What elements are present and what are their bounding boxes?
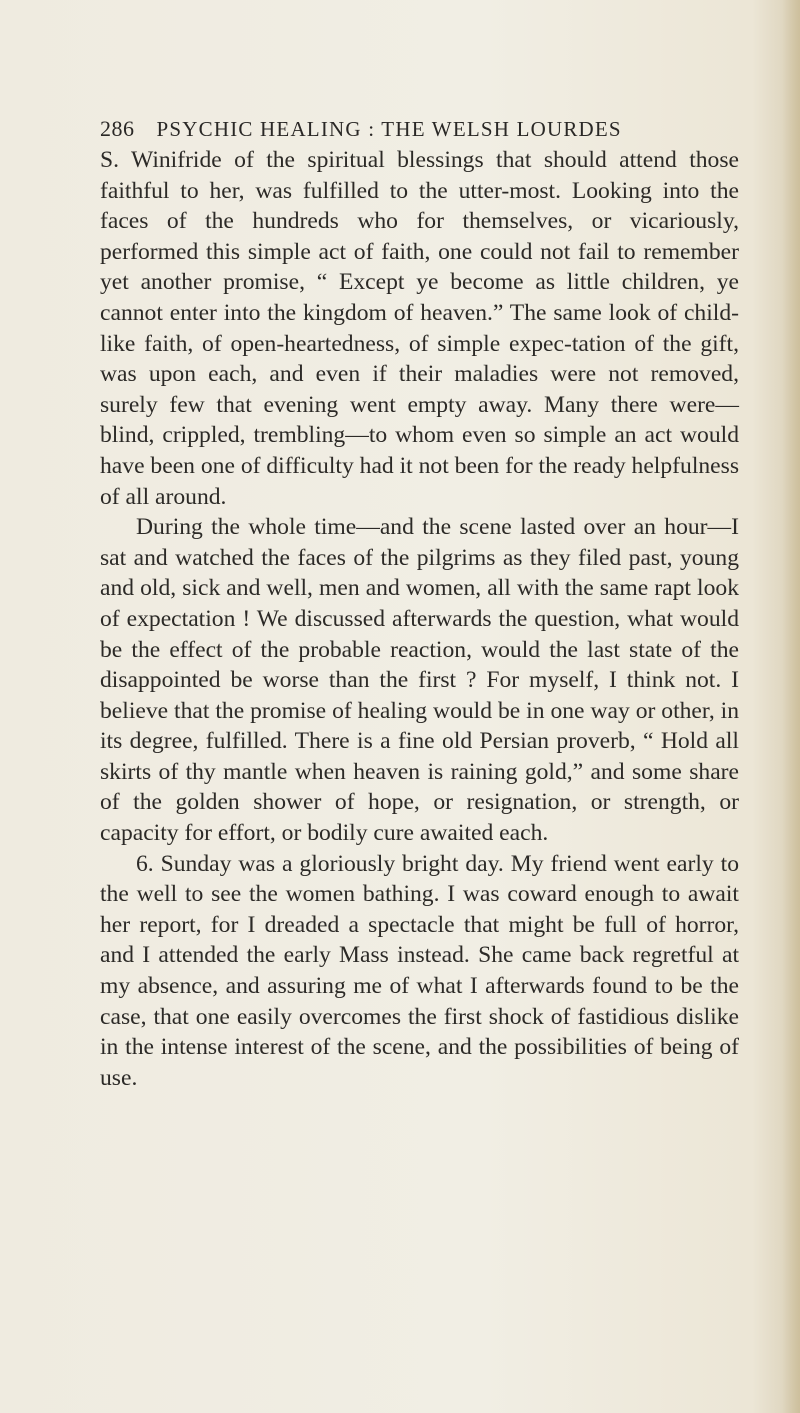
- page-number: 286: [100, 116, 135, 141]
- paragraph: 6. Sunday was a gloriously bright day. My friend went early to the well to see the women bathing. I was coward enough to await her report, for I dreaded a spectacle that might be full of horror, and I attended the early Mass instead. She came back regretful at my absence, and assuring me of what I afterwards found to be the case, that one easily overcomes the first shock of fastidious dislike in the intense interest of the scene, and the possibilities of being of use.: [100, 850, 739, 1091]
- paragraph: During the whole time—and the scene lasted over an hour—I sat and watched the faces of the pilgrims as they filed past, young and old, sick and well, men and women, all with the same rapt look of expectation ! We discussed afterwards the question, what would be the effect of the probable reaction, would the last state of the disappointed be worse than the first ? For myself, I think not. I believe that the promise of healing would be in one way or other, in its degree, fulfilled. There is a fine old Persian proverb, “ Hold all skirts of thy mantle when heaven is raining gold,” and some share of the golden shower of hope, or resignation, or strength, or capacity for effort, or bodily cure awaited each.: [100, 514, 739, 847]
- running-head: [100, 116, 740, 142]
- page-edge-shadow: [782, 0, 800, 1413]
- running-head-title: PSYCHIC HEALING : THE WELSH LOURDES: [156, 117, 622, 141]
- body-text: [100, 145, 739, 1093]
- paragraph: S. Winifride of the spiritual blessings that should attend those faithful to her, was fulfilled to the utter-most. Looking into the faces of the hundreds who for themselves, or vicariously, performed this simple act of faith, one could not fail to remember yet another promise, “ Except ye become as little children, ye cannot enter into the kingdom of heaven.” The same look of child-like faith, of open-heartedness, of simple expec-tation of the gift, was upon each, and even if their maladies were not removed, surely few that evening went empty away. Many there were—blind, crippled, trembling—to whom even so simple an act would have been one of difficulty had it not been for the ready helpfulness of all around.: [100, 147, 740, 510]
